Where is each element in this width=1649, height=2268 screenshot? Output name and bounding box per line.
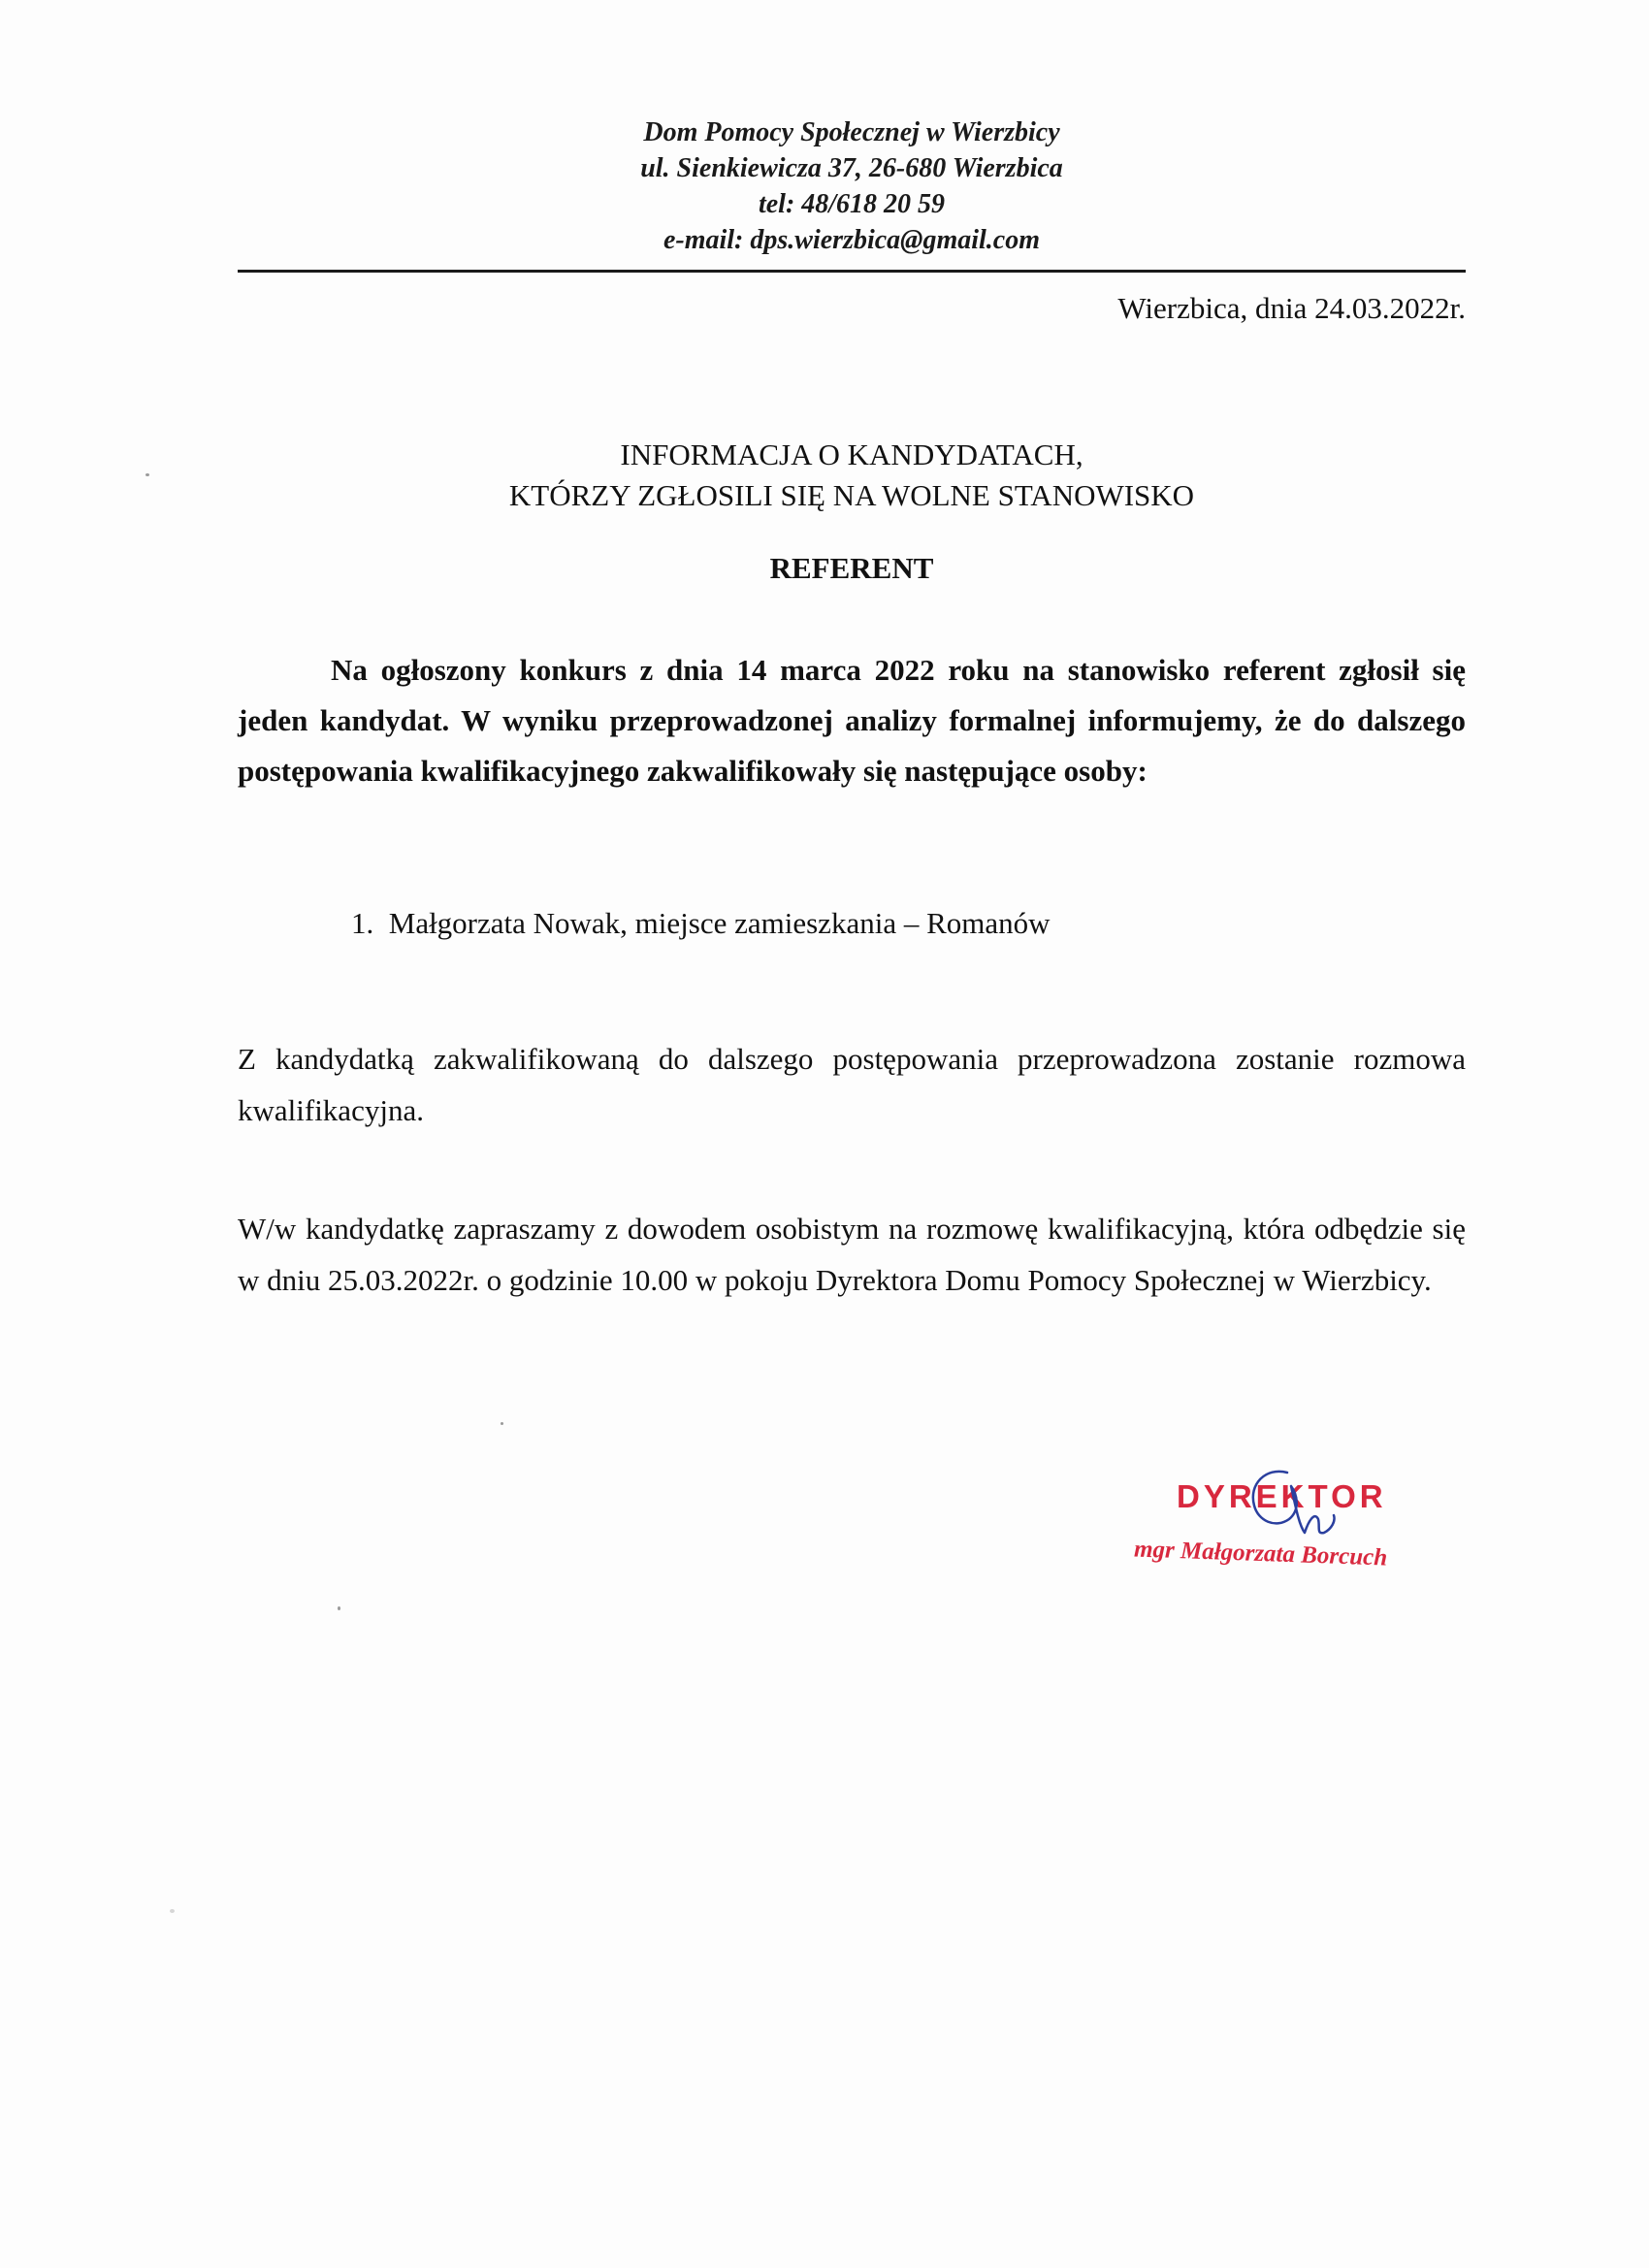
invitation-paragraph: W/w kandydatkę zapraszamy z dowodem osobistym na rozmowę kwalifikacyjną, która odbędzie się w dniu 25.03.2022r. o godzinie 10.00 w pokoju Dyrektora Domu Pomocy Społecznej w Wierzbicy. xyxy=(238,1212,1466,1297)
candidate-list xyxy=(351,902,1418,945)
interview-notice-paragraph: Z kandydatką zakwalifikowaną do dalszego postępowania przeprowadzona zostanie rozmowa kwalifikacyjna. xyxy=(238,1042,1466,1127)
title-line-1: INFORMACJA O KANDYDATACH, xyxy=(620,437,1083,471)
stamp-name: mgr Małgorzata Borcuch xyxy=(1133,1536,1388,1571)
scan-speck xyxy=(146,473,149,476)
letterhead xyxy=(238,114,1466,258)
document-title xyxy=(238,435,1466,516)
scan-speck xyxy=(338,1606,340,1610)
title-line-2: KTÓRZY ZGŁOSILI SIĘ NA WOLNE STANOWISKO xyxy=(508,478,1195,512)
scan-speck xyxy=(501,1422,503,1425)
intro-paragraph: Na ogłoszony konkurs z dnia 14 marca 2022 roku na stanowisko referent zgłosił się jeden kandydat. W wyniku przeprowadzonej analizy formalnej informujemy, że do dalszego postępowania kwalifikacyjnego zakwalifikowały się następujące osoby: xyxy=(238,653,1466,788)
letterhead-address: ul. Sienkiewicza 37, 26-680 Wierzbica xyxy=(640,153,1063,183)
list-item xyxy=(351,902,1418,945)
letterhead-email: e-mail: dps.wierzbica@gmail.com xyxy=(663,225,1041,255)
document-date: Wierzbica, dnia 24.03.2022r. xyxy=(1117,291,1466,325)
letterhead-institution: Dom Pomocy Społecznej w Wierzbicy xyxy=(643,117,1060,147)
letterhead-phone: tel: 48/618 20 59 xyxy=(758,189,946,219)
stamp-title: DYREKTOR xyxy=(1177,1478,1387,1514)
signature-stamp-block xyxy=(1130,1465,1440,1591)
header-divider xyxy=(238,270,1466,273)
list-item-number: 1. xyxy=(351,906,374,940)
scan-speck xyxy=(170,1909,175,1913)
position-name: REFERENT xyxy=(769,551,934,585)
list-item-text: Małgorzata Nowak, miejsce zamieszkania – Romanów xyxy=(388,906,1051,940)
